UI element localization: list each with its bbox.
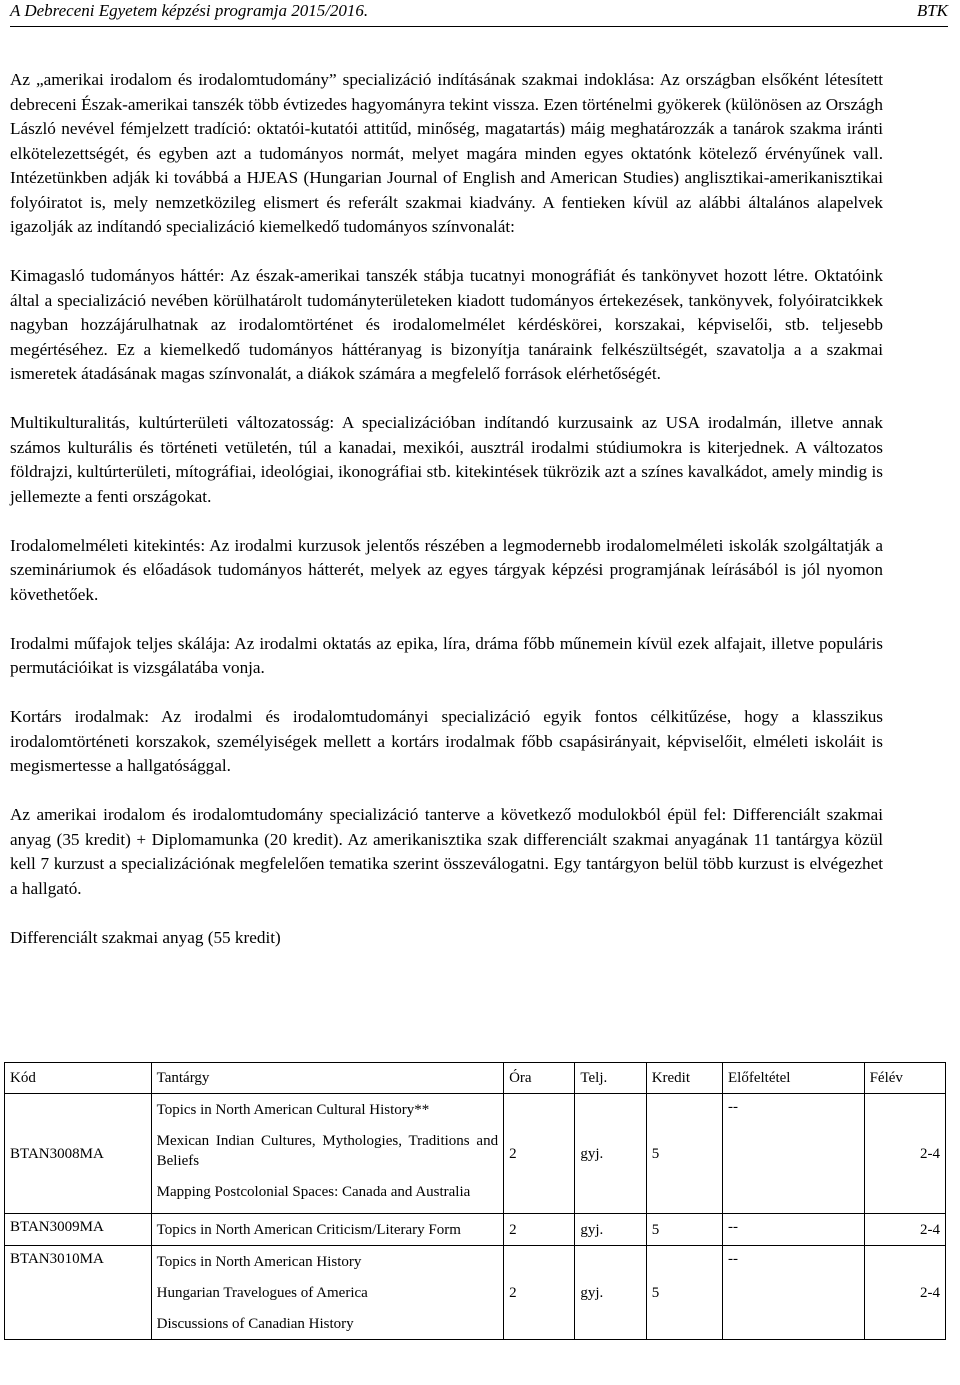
table-row	[5, 1246, 946, 1340]
table-row	[5, 1214, 946, 1246]
section-heading: Differenciált szakmai anyag (55 kredit)	[10, 927, 281, 947]
header-cell: Félév	[864, 1063, 945, 1094]
course-completion: gyj.	[575, 1214, 646, 1246]
course-hours: 2	[504, 1214, 575, 1246]
course-code: BTAN3008MA	[5, 1094, 152, 1214]
course-subjects	[151, 1246, 503, 1340]
header-cell: Telj.	[575, 1063, 646, 1094]
header-title: A Debreceni Egyetem képzési programja 2015/2016.	[10, 1, 369, 20]
course-subject: Topics in North American Criticism/Literary Form	[156, 1222, 461, 1238]
course-subjects	[151, 1214, 503, 1246]
table-header-row	[5, 1063, 946, 1094]
paragraph-multiculturalism: Multikulturalitás, kultúrterületi változatosság: A specializációban indítandó kurzusaink az USA irodalmán, illetve annak számos kulturális és történeti vetületén, túl a kanadai, mexikói, ausztrál irodalmi stúdiumokra is kiterjednek. A változatos földrajzi, kultúrterületi, mítográfiai, ideológiai, ikonográfiai stb. kitekintések tükrözik azt a színes kavalkádot, amely mindig is jellemezte a fenti országokat.	[10, 413, 883, 506]
header-cell: Óra	[504, 1063, 575, 1094]
course-subject: Hungarian Travelogues of America	[156, 1285, 368, 1301]
course-semester: 2-4	[864, 1094, 945, 1214]
course-hours: 2	[504, 1094, 575, 1214]
course-subject: Topics in North American Cultural History**	[156, 1102, 430, 1118]
document-body	[10, 68, 883, 950]
course-semester: 2-4	[864, 1246, 945, 1340]
course-credit: 5	[646, 1246, 722, 1340]
course-subject: Topics in North American History	[156, 1254, 362, 1270]
course-prerequisite: --	[723, 1094, 865, 1214]
paragraph-contemporary: Kortárs irodalmak: Az irodalmi és irodalomtudományi specializáció egyik fontos célkitűzése, hogy a klasszikus irodalomtörténeti korszakok, személyiségek mellett a kortárs irodalmak főbb csapásirányait, képviselőit, elméleti iskoláit is megismertesse a hallgatósággal.	[10, 707, 883, 775]
course-hours: 2	[504, 1246, 575, 1340]
course-prerequisite: --	[723, 1214, 865, 1246]
header-cell: Előfeltétel	[723, 1063, 865, 1094]
course-prerequisite: --	[723, 1246, 865, 1340]
paragraph-genres: Irodalmi műfajok teljes skálája: Az irodalmi oktatás az epika, líra, dráma főbb műnemein kívül ezek alfajait, illetve populáris permutációikat is vizsgálatába vonja.	[10, 633, 883, 677]
course-subjects	[151, 1094, 503, 1214]
course-credit: 5	[646, 1214, 722, 1246]
paragraph-intro: Az „amerikai irodalom és irodalomtudomány” specializáció indításának szakmai indoklása: Az országban elsőként létesített debreceni Észak-amerikai tanszék több évtizedes hagyományra tekint vissza. Ezen történelmi gyökerek (különösen az Országh László nevével fémjelzett tradíció: oktatói-kutatói attitűd, minőség, magatartás) máig meghatározzák a tanárok szakma iránti elkötelezettségét, és egyben azt a tudományos normát, melyet magára minden egyes oktatónk kötelező érvényűnek vall. Intézetünkben adják ki továbbá a HJEAS (Hungarian Journal of English and American Studies) anglisztikai-amerikanisztikai folyóiratot is, mely nemzetközileg elismert és referált szakmai kiadvány. A fentieken kívül az alábbi általános alapelvek igazolják az indítandó specializáció kiemelkedő tudományos színvonalát:	[10, 70, 883, 236]
course-completion: gyj.	[575, 1246, 646, 1340]
course-code: BTAN3010MA	[5, 1246, 152, 1340]
paragraph-background: Kimagasló tudományos háttér: Az észak-amerikai tanszék stábja tucatnyi monográfiát és tankönyvet hozott létre. Oktatóink által a specializáció nevében körülhatárolt tudományterületeken kiadott tudományos értekezések, tankönyvek, folyóiratcikkek nagyban hozzájárulhatnak az irodalomtörténet és irodalomelmélet kérdéskörei, korszakai, képviselői, stb. teljesebb megértéséhez. Ez a kiemelkedő tudományos háttéranyag is bizonyítja tanáraink felkészültségét, szavatolja a a szakmai ismeretek átadásának magas színvonalát, a diákok számára a megfelelő források elérhetőségét.	[10, 266, 883, 383]
page-header	[10, 0, 948, 27]
course-subject: Mapping Postcolonial Spaces: Canada and Australia	[156, 1184, 471, 1200]
course-completion: gyj.	[575, 1094, 646, 1214]
paragraph-curriculum: Az amerikai irodalom és irodalomtudomány specializáció tanterve a következő modulokból épül fel: Differenciált szakmai anyag (35 kredit) + Diplomamunka (20 kredit). Az amerikanisztika szak differenciált szakmai anyagának 11 tantárgya közül kell 7 kurzust a specializációnak megfelelően tematika szerint összeválogatni. Egy tantárgyon belül több kurzust is elvégezhet a hallgató.	[10, 805, 883, 898]
course-subject: Mexican Indian Cultures, Mythologies, Traditions and Beliefs	[156, 1133, 499, 1169]
header-cell: Kód	[5, 1063, 152, 1094]
paragraph-theory: Irodalomelméleti kitekintés: Az irodalmi kurzusok jelentős részében a legmodernebb irodalomelméleti iskolák szolgáltatják a szemináriumok és előadások tudományos hátterét, melyek az egyes tárgyak képzési programjának leírásából is jól nyomon követhetőek.	[10, 535, 883, 604]
header-cell: Kredit	[646, 1063, 722, 1094]
course-semester: 2-4	[864, 1214, 945, 1246]
course-subject: Discussions of Canadian History	[156, 1316, 354, 1332]
course-table	[4, 1062, 946, 1340]
course-code: BTAN3009MA	[5, 1214, 152, 1246]
header-faculty: BTK	[916, 1, 948, 20]
table-row	[5, 1094, 946, 1214]
header-cell: Tantárgy	[151, 1063, 503, 1094]
course-credit: 5	[646, 1094, 722, 1214]
